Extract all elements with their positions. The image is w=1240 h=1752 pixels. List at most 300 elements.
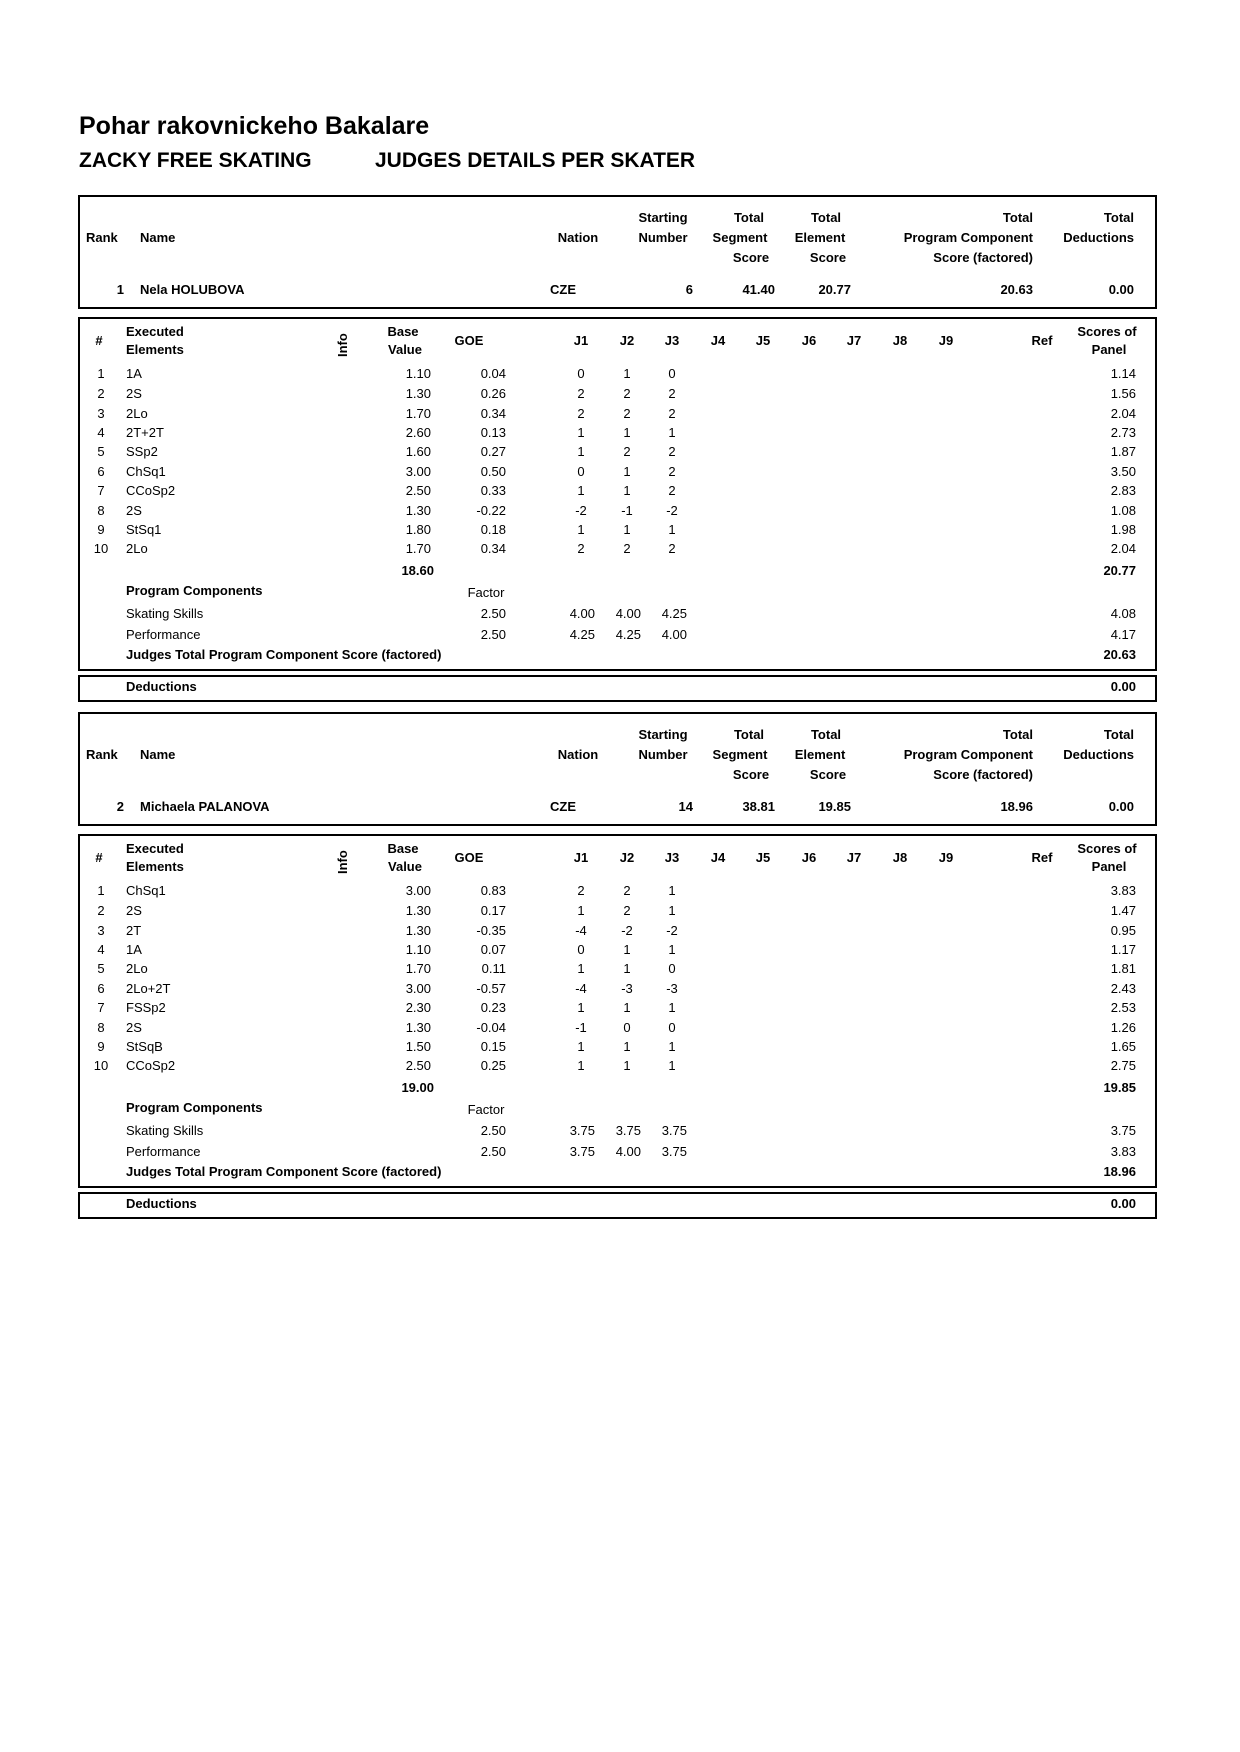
nation-label: Nation (557, 747, 599, 762)
total-segment-label: Total (733, 727, 765, 742)
element-base-value: 1.30 (405, 1020, 431, 1035)
rank-label: Rank (86, 230, 118, 245)
component-row (0, 1123, 1240, 1141)
skater-nation: CZE (550, 282, 576, 297)
element-number: 2 (97, 386, 105, 401)
element-j3: 1 (668, 942, 676, 957)
element-row (0, 444, 1240, 462)
total-element-label: Total (810, 210, 842, 225)
element-number: 10 (93, 1058, 109, 1073)
element-row (0, 883, 1240, 901)
element-panel-score: 2.04 (1110, 541, 1136, 556)
total-deductions: 0.00 (1108, 799, 1134, 814)
program-components-label: Program Components (126, 1100, 263, 1115)
judge-label-9: J9 (938, 850, 954, 865)
judges-total-value: 18.96 (1103, 1164, 1136, 1179)
judges-total-label: Judges Total Program Component Score (factored) (126, 647, 442, 662)
element-panel-score: 2.83 (1110, 483, 1136, 498)
elements-label: Elements (126, 859, 184, 874)
total-segment-score: 38.81 (742, 799, 775, 814)
element-j3: 1 (668, 883, 676, 898)
base-value-total: 19.00 (401, 1080, 434, 1095)
element-number: 4 (97, 425, 105, 440)
element-base-value: 1.10 (405, 942, 431, 957)
element-name: FSSp2 (126, 1000, 166, 1015)
element-goe: 0.25 (480, 1058, 506, 1073)
element-j3: 1 (668, 1000, 676, 1015)
element-row (0, 961, 1240, 979)
nation-label: Nation (557, 230, 599, 245)
skater-rank: 1 (116, 282, 124, 297)
element-goe: 0.18 (480, 522, 506, 537)
element-number: 3 (97, 406, 105, 421)
element-j1: -1 (575, 1020, 587, 1035)
name-label: Name (140, 230, 176, 245)
info-label: Info (335, 333, 350, 357)
element-base-value: 1.70 (405, 961, 431, 976)
segment-label: Segment (712, 747, 768, 762)
component-factor: 2.50 (480, 1123, 506, 1138)
element-goe: -0.22 (476, 503, 506, 518)
element-j3: 2 (668, 464, 676, 479)
element-name: SSp2 (126, 444, 158, 459)
segment-score-label: Score (732, 250, 770, 265)
element-goe: 0.26 (480, 386, 506, 401)
elements-label: Elements (126, 342, 184, 357)
element-number: 8 (97, 1020, 105, 1035)
element-j1: 1 (577, 522, 585, 537)
report-name: JUDGES DETAILS PER SKATER (375, 149, 696, 172)
skater-nation: CZE (550, 799, 576, 814)
element-j2: 2 (623, 444, 631, 459)
panel-label: Panel (1091, 342, 1127, 357)
element-j2: 1 (623, 961, 631, 976)
component-name: Skating Skills (126, 1123, 204, 1138)
component-factor: 2.50 (480, 1144, 506, 1159)
component-j3: 3.75 (661, 1144, 687, 1159)
element-row (0, 1039, 1240, 1057)
element-name: 2S (126, 386, 142, 401)
component-j3: 4.00 (661, 627, 687, 642)
competition-title: Pohar rakovnickeho Bakalare (79, 112, 430, 140)
element-goe: 0.15 (480, 1039, 506, 1054)
element-j2: 1 (623, 1039, 631, 1054)
component-j2: 4.00 (615, 606, 641, 621)
element-row (0, 464, 1240, 482)
element-name: 2Lo (126, 961, 148, 976)
element-j3: 0 (668, 1020, 676, 1035)
element-row (0, 425, 1240, 443)
element-j1: 1 (577, 425, 585, 440)
skater-name: Michaela PALANOVA (140, 799, 270, 814)
element-j2: 1 (623, 366, 631, 381)
element-panel-score: 3.50 (1110, 464, 1136, 479)
element-number: 7 (97, 1000, 105, 1015)
element-j1: 2 (577, 406, 585, 421)
base-value-total: 18.60 (401, 563, 434, 578)
total-segment-label: Total (733, 210, 765, 225)
element-goe: 0.27 (480, 444, 506, 459)
component-row (0, 606, 1240, 624)
element-j1: 1 (577, 903, 585, 918)
element-panel-score: 1.98 (1110, 522, 1136, 537)
element-j1: 2 (577, 541, 585, 556)
element-j1: 1 (577, 483, 585, 498)
element-j1: -2 (575, 503, 587, 518)
judge-label-5: J5 (755, 333, 771, 348)
element-name: 2S (126, 503, 142, 518)
name-label: Name (140, 747, 176, 762)
element-base-value: 1.30 (405, 903, 431, 918)
program-component-label: Program Component (903, 747, 1033, 762)
element-row (0, 406, 1240, 424)
judge-label-2: J2 (619, 850, 635, 865)
element-base-value: 1.30 (405, 923, 431, 938)
element-name: ChSq1 (126, 464, 166, 479)
total-deductions: 0.00 (1108, 282, 1134, 297)
element-name: 2T+2T (126, 425, 164, 440)
element-label: Element (794, 747, 846, 762)
element-label: Element (794, 230, 846, 245)
element-name: StSq1 (126, 522, 162, 537)
element-name: ChSq1 (126, 883, 166, 898)
element-panel-score: 1.87 (1110, 444, 1136, 459)
element-name: CCoSp2 (126, 483, 176, 498)
element-score-total: 20.77 (1103, 563, 1136, 578)
component-j3: 4.25 (661, 606, 687, 621)
element-base-value: 3.00 (405, 464, 431, 479)
value-label: Value (388, 342, 422, 357)
element-panel-score: 1.47 (1110, 903, 1136, 918)
component-j1: 4.00 (569, 606, 595, 621)
element-j3: 2 (668, 406, 676, 421)
element-j1: 0 (577, 464, 585, 479)
element-base-value: 1.30 (405, 386, 431, 401)
element-j2: -1 (621, 503, 633, 518)
score-factored-label: Score (factored) (933, 767, 1033, 782)
segment-score-label: Score (732, 767, 770, 782)
component-j2: 4.00 (615, 1144, 641, 1159)
element-j3: -2 (666, 923, 678, 938)
total-deductions-label: Total (1103, 727, 1134, 742)
element-j1: 1 (577, 1039, 585, 1054)
element-row (0, 942, 1240, 960)
judge-label-7: J7 (846, 850, 862, 865)
deductions-box (78, 675, 1157, 702)
element-number: 3 (97, 923, 105, 938)
element-j1: 0 (577, 366, 585, 381)
element-number: 8 (97, 503, 105, 518)
element-row (0, 903, 1240, 921)
element-j2: -3 (621, 981, 633, 996)
element-goe: -0.57 (476, 981, 506, 996)
total-element-score: 19.85 (818, 799, 851, 814)
deductions-value: 0.00 (1110, 1196, 1136, 1211)
element-j2: 2 (623, 903, 631, 918)
judge-label-1: J1 (573, 333, 589, 348)
element-j2: 2 (623, 386, 631, 401)
element-row (0, 1058, 1240, 1076)
element-base-value: 3.00 (405, 981, 431, 996)
judge-label-2: J2 (619, 333, 635, 348)
element-goe: 0.83 (480, 883, 506, 898)
program-component-label: Program Component (903, 230, 1033, 245)
number-label: Number (638, 747, 688, 762)
element-panel-score: 1.26 (1110, 1020, 1136, 1035)
element-name: 2S (126, 903, 142, 918)
element-name: 1A (126, 366, 142, 381)
ref-label: Ref (1031, 850, 1053, 865)
element-name: 1A (126, 942, 142, 957)
element-base-value: 1.80 (405, 522, 431, 537)
element-goe: 0.34 (480, 406, 506, 421)
element-number: 1 (97, 883, 105, 898)
factor-label: Factor (467, 1102, 505, 1117)
deductions-header-label: Deductions (1063, 230, 1134, 245)
element-number: 5 (97, 961, 105, 976)
executed-label: Executed (126, 324, 184, 339)
element-j3: 1 (668, 1058, 676, 1073)
element-j3: 2 (668, 444, 676, 459)
element-row (0, 981, 1240, 999)
element-panel-score: 2.73 (1110, 425, 1136, 440)
component-panel-score: 4.17 (1110, 627, 1136, 642)
deductions-box (78, 1192, 1157, 1219)
element-j3: 0 (668, 366, 676, 381)
element-panel-score: 1.56 (1110, 386, 1136, 401)
element-base-value: 1.70 (405, 541, 431, 556)
segment-name: ZACKY FREE SKATING (79, 149, 312, 172)
element-goe: 0.04 (480, 366, 506, 381)
base-label: Base (387, 324, 419, 339)
element-j1: 2 (577, 386, 585, 401)
judge-label-1: J1 (573, 850, 589, 865)
element-goe: 0.33 (480, 483, 506, 498)
element-j2: 1 (623, 942, 631, 957)
total-element-label: Total (810, 727, 842, 742)
element-j3: 2 (668, 483, 676, 498)
element-base-value: 2.50 (405, 1058, 431, 1073)
element-score-total: 19.85 (1103, 1080, 1136, 1095)
element-panel-score: 2.75 (1110, 1058, 1136, 1073)
elements-box (78, 317, 1157, 671)
element-j2: 1 (623, 483, 631, 498)
component-j2: 3.75 (615, 1123, 641, 1138)
element-row (0, 1000, 1240, 1018)
element-panel-score: 1.14 (1110, 366, 1136, 381)
element-number: 5 (97, 444, 105, 459)
element-base-value: 1.30 (405, 503, 431, 518)
element-row (0, 483, 1240, 501)
element-number: 2 (97, 903, 105, 918)
element-j1: 0 (577, 942, 585, 957)
element-j1: 1 (577, 1000, 585, 1015)
element-name: 2Lo (126, 541, 148, 556)
element-row (0, 366, 1240, 384)
starting-label: Starting (638, 727, 688, 742)
component-j1: 4.25 (569, 627, 595, 642)
component-panel-score: 3.83 (1110, 1144, 1136, 1159)
total-program-component-score: 20.63 (1000, 282, 1033, 297)
element-name: 2Lo (126, 406, 148, 421)
element-base-value: 2.30 (405, 1000, 431, 1015)
element-j2: 0 (623, 1020, 631, 1035)
element-goe: 0.07 (480, 942, 506, 957)
element-j3: 1 (668, 425, 676, 440)
deductions-value: 0.00 (1110, 679, 1136, 694)
element-j2: 2 (623, 406, 631, 421)
element-j3: -3 (666, 981, 678, 996)
component-name: Performance (126, 627, 201, 642)
element-goe: -0.35 (476, 923, 506, 938)
info-label: Info (335, 850, 350, 874)
element-row (0, 522, 1240, 540)
judge-label-6: J6 (801, 333, 817, 348)
element-j3: -2 (666, 503, 678, 518)
hash-label: # (95, 850, 103, 865)
judge-label-6: J6 (801, 850, 817, 865)
component-row (0, 1144, 1240, 1162)
judge-label-7: J7 (846, 333, 862, 348)
element-j2: 1 (623, 425, 631, 440)
element-panel-score: 2.43 (1110, 981, 1136, 996)
value-label: Value (388, 859, 422, 874)
judges-total-value: 20.63 (1103, 647, 1136, 662)
component-j1: 3.75 (569, 1123, 595, 1138)
element-number: 9 (97, 1039, 105, 1054)
component-factor: 2.50 (480, 606, 506, 621)
skater-starting-number: 6 (685, 282, 693, 297)
judges-total-label: Judges Total Program Component Score (factored) (126, 1164, 442, 1179)
judge-label-4: J4 (710, 850, 726, 865)
component-factor: 2.50 (480, 627, 506, 642)
element-j1: 1 (577, 961, 585, 976)
element-goe: 0.17 (480, 903, 506, 918)
skater-name: Nela HOLUBOVA (140, 282, 245, 297)
element-name: 2Lo+2T (126, 981, 171, 996)
skater-header-box (78, 712, 1157, 826)
component-j1: 3.75 (569, 1144, 595, 1159)
element-j2: 1 (623, 464, 631, 479)
element-j3: 0 (668, 961, 676, 976)
score-factored-label: Score (factored) (933, 250, 1033, 265)
element-number: 6 (97, 464, 105, 479)
ref-label: Ref (1031, 333, 1053, 348)
component-panel-score: 3.75 (1110, 1123, 1136, 1138)
element-base-value: 1.70 (405, 406, 431, 421)
segment-label: Segment (712, 230, 768, 245)
total-component-label: Total (1002, 727, 1033, 742)
element-base-value: 3.00 (405, 883, 431, 898)
rank-label: Rank (86, 747, 118, 762)
total-deductions-label: Total (1103, 210, 1134, 225)
element-goe: 0.11 (481, 961, 506, 976)
element-number: 6 (97, 981, 105, 996)
component-name: Performance (126, 1144, 201, 1159)
element-base-value: 1.60 (405, 444, 431, 459)
element-score-label: Score (809, 767, 847, 782)
element-number: 7 (97, 483, 105, 498)
element-number: 9 (97, 522, 105, 537)
deductions-label: Deductions (126, 1196, 197, 1211)
skater-starting-number: 14 (678, 799, 693, 814)
element-j2: 1 (623, 522, 631, 537)
element-j1: -4 (575, 981, 587, 996)
element-j2: 1 (623, 1000, 631, 1015)
element-j2: 2 (623, 541, 631, 556)
panel-label: Panel (1091, 859, 1127, 874)
element-j2: -2 (621, 923, 633, 938)
judge-label-3: J3 (664, 850, 680, 865)
starting-label: Starting (638, 210, 688, 225)
judge-label-9: J9 (938, 333, 954, 348)
element-row (0, 386, 1240, 404)
judge-label-5: J5 (755, 850, 771, 865)
element-panel-score: 1.08 (1110, 503, 1136, 518)
element-j1: 1 (577, 444, 585, 459)
component-panel-score: 4.08 (1110, 606, 1136, 621)
goe-label: GOE (454, 333, 484, 348)
element-base-value: 1.10 (405, 366, 431, 381)
element-panel-score: 0.95 (1110, 923, 1136, 938)
element-j3: 1 (668, 1039, 676, 1054)
element-j1: -4 (575, 923, 587, 938)
element-panel-score: 1.65 (1110, 1039, 1136, 1054)
element-name: StSqB (126, 1039, 163, 1054)
component-j2: 4.25 (615, 627, 641, 642)
element-panel-score: 1.81 (1110, 961, 1136, 976)
element-base-value: 2.60 (405, 425, 431, 440)
elements-box (78, 834, 1157, 1188)
element-name: CCoSp2 (126, 1058, 176, 1073)
total-program-component-score: 18.96 (1000, 799, 1033, 814)
component-row (0, 627, 1240, 645)
element-number: 10 (93, 541, 109, 556)
element-j1: 2 (577, 883, 585, 898)
element-goe: -0.04 (476, 1020, 506, 1035)
factor-label: Factor (467, 585, 505, 600)
element-j3: 2 (668, 386, 676, 401)
element-goe: 0.50 (480, 464, 506, 479)
element-name: 2S (126, 1020, 142, 1035)
skater-rank: 2 (116, 799, 124, 814)
judge-label-4: J4 (710, 333, 726, 348)
judge-label-8: J8 (892, 333, 908, 348)
element-panel-score: 2.04 (1110, 406, 1136, 421)
hash-label: # (95, 333, 103, 348)
element-number: 1 (97, 366, 105, 381)
element-goe: 0.34 (480, 541, 506, 556)
element-row (0, 541, 1240, 559)
element-goe: 0.23 (480, 1000, 506, 1015)
element-panel-score: 2.53 (1110, 1000, 1136, 1015)
goe-label: GOE (454, 850, 484, 865)
total-component-label: Total (1002, 210, 1033, 225)
judge-label-3: J3 (664, 333, 680, 348)
element-name: 2T (126, 923, 142, 938)
element-j1: 1 (577, 1058, 585, 1073)
component-name: Skating Skills (126, 606, 204, 621)
element-j3: 1 (668, 522, 676, 537)
element-base-value: 1.50 (405, 1039, 431, 1054)
executed-label: Executed (126, 841, 184, 856)
scores-of-label: Scores of (1077, 841, 1137, 856)
deductions-label: Deductions (126, 679, 197, 694)
element-j3: 2 (668, 541, 676, 556)
element-row (0, 1020, 1240, 1038)
total-element-score: 20.77 (818, 282, 851, 297)
element-goe: 0.13 (480, 425, 506, 440)
